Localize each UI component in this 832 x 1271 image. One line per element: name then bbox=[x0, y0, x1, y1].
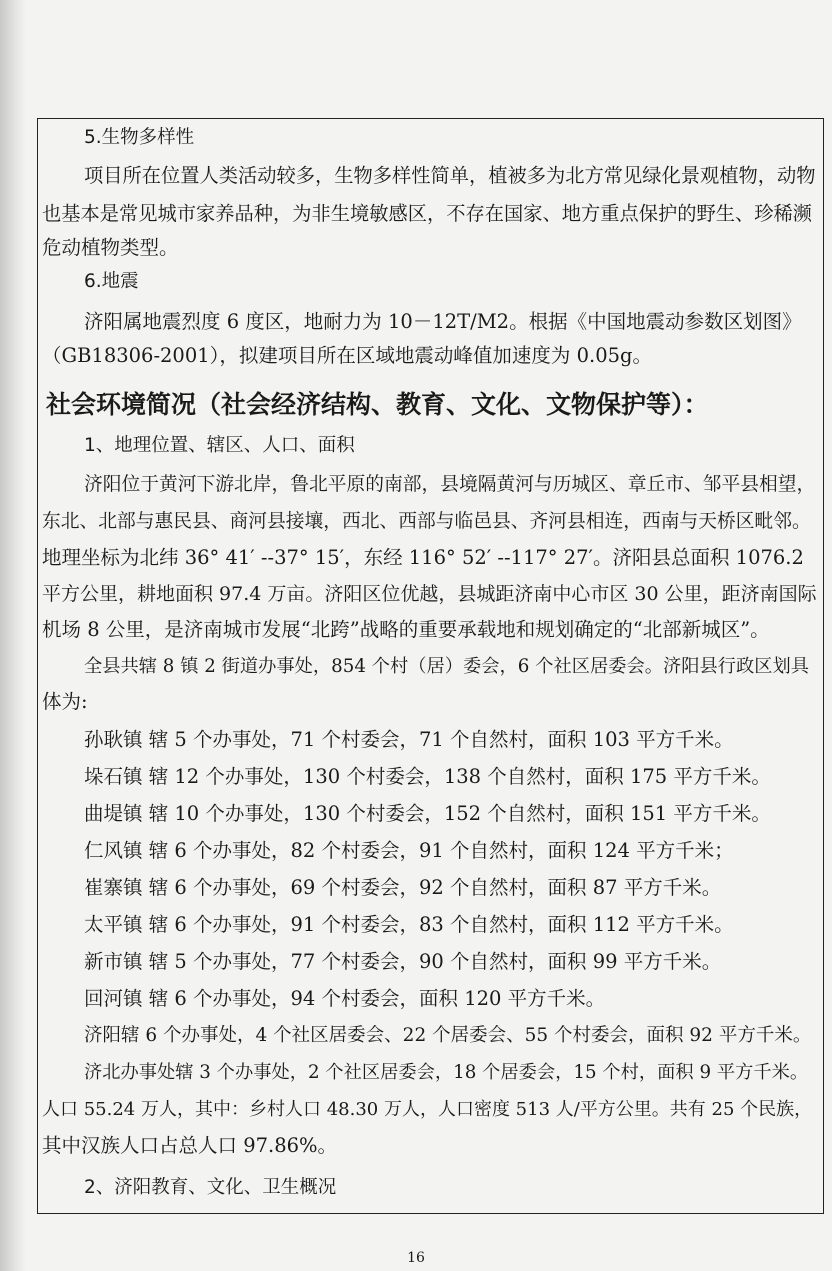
town-item: 济北办事处辖 3 个办事处，2 个社区居委会，18 个居委会，15 个村，面积 9 平方千米。 bbox=[84, 1062, 809, 1083]
town-item: 垛石镇 辖 12 个办事处，130 个村委会，138 个自然村，面积 175 平方千米。 bbox=[84, 765, 771, 788]
earthquake-heading: 6.地震 bbox=[84, 271, 139, 292]
biodiversity-line-2: 也基本是常见城市家养品种，为非生境敏感区，不存在国家、地方重点保护的野生、珍稀濒 bbox=[42, 202, 812, 225]
geography-line-2: 东北、北部与惠民县、商河县接壤，西北、西部与临邑县、齐河县相连，西南与天桥区毗邻。 bbox=[42, 511, 811, 532]
town-item: 新市镇 辖 5 个办事处，77 个村委会，90 个自然村，面积 99 平方千米。 bbox=[84, 950, 722, 973]
admin-line-2: 体为: bbox=[42, 690, 88, 713]
biodiversity-line-3: 危动植物类型。 bbox=[42, 236, 179, 259]
town-item: 太平镇 辖 6 个办事处，91 个村委会，83 个自然村，面积 112 平方千米。 bbox=[84, 913, 734, 936]
biodiversity-heading: 5.生物多样性 bbox=[84, 127, 195, 148]
geography-line-4: 平方公里，耕地面积 97.4 万亩。济阳区位优越，县城距济南中心市区 30 公里，距济南国际 bbox=[42, 583, 817, 605]
earthquake-line-2: （GB18306-2001），拟建项目所在区域地震动峰值加速度为 0.05g。 bbox=[42, 344, 653, 367]
geography-line-5: 机场 8 公里，是济南城市发展“北跨”战略的重要承载地和规划确定的“北部新城区”。 bbox=[42, 618, 770, 641]
earthquake-line-1: 济阳属地震烈度 6 度区，地耐力为 10－12T/M2。根据《中国地震动参数区划图》 bbox=[84, 310, 802, 333]
social-environment-heading: 社会环境简况（社会经济结构、教育、文化、文物保护等）： bbox=[46, 390, 709, 419]
book-spine-shadow bbox=[0, 0, 26, 1271]
town-item: 仁风镇 辖 6 个办事处，82 个村委会，91 个自然村，面积 124 平方千米； bbox=[84, 839, 734, 862]
geography-line-1: 济阳位于黄河下游北岸，鲁北平原的南部，县境隔黄河与历城区、章丘市、邹平县相望， bbox=[84, 474, 816, 495]
biodiversity-line-1: 项目所在位置人类活动较多，生物多样性简单，植被多为北方常见绿化景观植物，动物 bbox=[84, 164, 816, 187]
town-item: 回河镇 辖 6 个办事处，94 个村委会，面积 120 平方千米。 bbox=[84, 987, 606, 1010]
admin-line-1: 全县共辖 8 镇 2 街道办事处，854 个村（居）委会，6 个社区居委会。济阳县行政区划具 bbox=[84, 656, 809, 677]
geography-heading: 1、地理位置、辖区、人口、面积 bbox=[84, 435, 355, 456]
population-line-2: 其中汉族人口占总人口 97.86%。 bbox=[42, 1134, 338, 1157]
town-item: 曲堤镇 辖 10 个办事处，130 个村委会，152 个自然村，面积 151 平方千米。 bbox=[84, 802, 771, 825]
text-frame bbox=[37, 118, 824, 1214]
geography-line-3: 地理坐标为北纬 36° 41′ --37° 15′，东经 116° 52′ --117° 27′。济阳县总面积 1076.2 bbox=[42, 546, 804, 569]
town-item: 孙耿镇 辖 5 个办事处，71 个村委会，71 个自然村，面积 103 平方千米。 bbox=[84, 728, 734, 751]
education-heading: 2、济阳教育、文化、卫生概况 bbox=[84, 1177, 337, 1198]
page-number: 16 bbox=[407, 1250, 425, 1266]
town-item: 济阳辖 6 个办事处，4 个社区居委会、22 个居委会、55 个村委会，面积 92 平方千米。 bbox=[84, 1025, 812, 1046]
town-item: 崔寨镇 辖 6 个办事处，69 个村委会，92 个自然村，面积 87 平方千米。 bbox=[84, 876, 722, 899]
population-line-1: 人口 55.24 万人，其中：乡村人口 48.30 万人，人口密度 513 人/平方公里。共有 25 个民族， bbox=[42, 1099, 813, 1120]
